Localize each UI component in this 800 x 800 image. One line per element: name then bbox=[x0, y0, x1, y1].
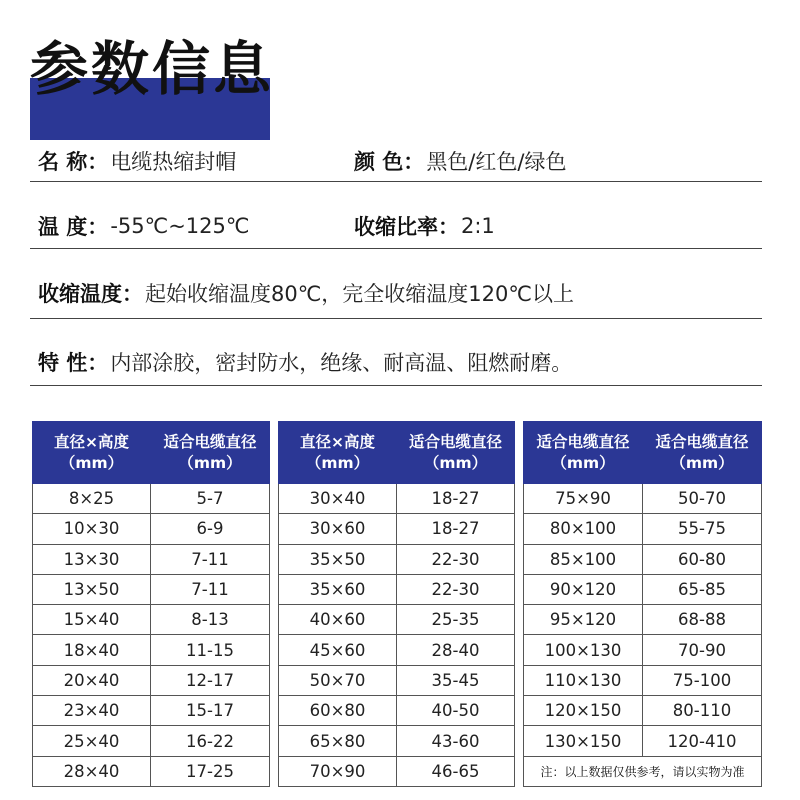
size-cell: 65×80 bbox=[279, 726, 397, 756]
size-cell: 75×90 bbox=[524, 484, 643, 514]
cable-diameter-cell: 55-75 bbox=[643, 514, 762, 544]
shrink-temp-value: 起始收缩温度80℃，完全收缩温度120℃以上 bbox=[145, 282, 574, 306]
table-row bbox=[33, 696, 270, 726]
cable-diameter-cell: 35-45 bbox=[397, 665, 515, 695]
table-header-row bbox=[279, 422, 515, 484]
size-cell: 50×70 bbox=[279, 665, 397, 695]
spec-row-name-color bbox=[38, 131, 760, 191]
size-cell: 45×60 bbox=[279, 635, 397, 665]
size-cell: 8×25 bbox=[33, 484, 151, 514]
size-cell: 35×60 bbox=[279, 574, 397, 604]
table-row bbox=[33, 574, 270, 604]
table-row bbox=[279, 484, 515, 514]
cable-diameter-cell: 15-17 bbox=[151, 696, 270, 726]
size-cell: 90×120 bbox=[524, 574, 643, 604]
cable-diameter-cell: 6-9 bbox=[151, 514, 270, 544]
size-cell: 60×80 bbox=[279, 696, 397, 726]
table-row bbox=[524, 726, 762, 756]
size-cell: 80×100 bbox=[524, 514, 643, 544]
table-row bbox=[33, 756, 270, 786]
disclaimer-note: 注：以上数据仅供参考，请以实物为准 bbox=[524, 756, 762, 786]
size-cell: 13×30 bbox=[33, 544, 151, 574]
size-cell: 15×40 bbox=[33, 605, 151, 635]
table-row bbox=[279, 756, 515, 786]
shrink-temp-label: 收缩温度： bbox=[38, 282, 143, 306]
size-cell: 120×150 bbox=[524, 696, 643, 726]
cable-diameter-cell: 46-65 bbox=[397, 756, 515, 786]
name-value: 电缆热缩封帽 bbox=[110, 150, 237, 174]
spec-row-shrink-temp bbox=[38, 263, 760, 323]
table-row bbox=[524, 605, 762, 635]
features-value: 内部涂胶，密封防水，绝缘、耐高温、阻燃耐磨。 bbox=[110, 351, 573, 375]
cable-diameter-cell: 65-85 bbox=[643, 574, 762, 604]
size-cell: 20×40 bbox=[33, 665, 151, 695]
cable-diameter-cell: 16-22 bbox=[151, 726, 270, 756]
cable-diameter-cell: 40-50 bbox=[397, 696, 515, 726]
color-value: 黑色/红色/绿色 bbox=[426, 150, 567, 174]
table-row bbox=[524, 635, 762, 665]
ratio-value: 2:1 bbox=[461, 214, 495, 238]
table-row bbox=[279, 635, 515, 665]
cable-diameter-cell: 60-80 bbox=[643, 544, 762, 574]
size-cell: 28×40 bbox=[33, 756, 151, 786]
cable-diameter-cell: 18-27 bbox=[397, 484, 515, 514]
column-header: 直径×高度 （mm） bbox=[279, 422, 397, 484]
table-row bbox=[279, 544, 515, 574]
table-row bbox=[279, 696, 515, 726]
size-cell: 10×30 bbox=[33, 514, 151, 544]
divider bbox=[30, 318, 762, 319]
temperature-value: -55℃~125℃ bbox=[110, 214, 250, 238]
divider bbox=[30, 248, 762, 249]
size-cell: 18×40 bbox=[33, 635, 151, 665]
page-title: 参数信息 bbox=[30, 35, 275, 103]
size-cell: 25×40 bbox=[33, 726, 151, 756]
size-cell: 35×50 bbox=[279, 544, 397, 574]
table-row bbox=[524, 574, 762, 604]
color-label: 颜 色： bbox=[354, 150, 425, 174]
table-row bbox=[279, 605, 515, 635]
column-header: 适合电缆直径 （mm） bbox=[524, 422, 643, 484]
cable-diameter-cell: 25-35 bbox=[397, 605, 515, 635]
cable-diameter-cell: 28-40 bbox=[397, 635, 515, 665]
cable-diameter-cell: 22-30 bbox=[397, 544, 515, 574]
cable-diameter-cell: 75-100 bbox=[643, 665, 762, 695]
table-row bbox=[279, 726, 515, 756]
table-row bbox=[33, 665, 270, 695]
table-row bbox=[524, 544, 762, 574]
size-cell: 30×60 bbox=[279, 514, 397, 544]
size-cell: 13×50 bbox=[33, 574, 151, 604]
features-label: 特 性： bbox=[38, 351, 109, 375]
table-row bbox=[524, 665, 762, 695]
table-row bbox=[33, 635, 270, 665]
cable-diameter-cell: 12-17 bbox=[151, 665, 270, 695]
size-cell: 40×60 bbox=[279, 605, 397, 635]
size-table-2 bbox=[278, 421, 515, 787]
size-cell: 30×40 bbox=[279, 484, 397, 514]
spec-row-temp-ratio bbox=[38, 196, 760, 256]
table-header-row bbox=[524, 422, 762, 484]
cable-diameter-cell: 22-30 bbox=[397, 574, 515, 604]
cable-diameter-cell: 7-11 bbox=[151, 544, 270, 574]
table-header-row bbox=[33, 422, 270, 484]
table-row bbox=[524, 514, 762, 544]
table-row bbox=[279, 574, 515, 604]
table-row bbox=[279, 514, 515, 544]
size-cell: 85×100 bbox=[524, 544, 643, 574]
column-header: 直径×高度 （mm） bbox=[33, 422, 151, 484]
table-row bbox=[33, 605, 270, 635]
spec-row-features bbox=[38, 332, 760, 392]
cable-diameter-cell: 8-13 bbox=[151, 605, 270, 635]
name-label: 名 称： bbox=[38, 150, 109, 174]
size-cell: 110×130 bbox=[524, 665, 643, 695]
column-header: 适合电缆直径 （mm） bbox=[151, 422, 270, 484]
cable-diameter-cell: 70-90 bbox=[643, 635, 762, 665]
size-cell: 100×130 bbox=[524, 635, 643, 665]
table-row bbox=[524, 756, 762, 786]
cable-diameter-cell: 18-27 bbox=[397, 514, 515, 544]
table-row bbox=[279, 665, 515, 695]
size-cell: 23×40 bbox=[33, 696, 151, 726]
cable-diameter-cell: 50-70 bbox=[643, 484, 762, 514]
table-row bbox=[33, 544, 270, 574]
size-cell: 95×120 bbox=[524, 605, 643, 635]
column-header: 适合电缆直径 （mm） bbox=[397, 422, 515, 484]
cable-diameter-cell: 17-25 bbox=[151, 756, 270, 786]
table-row bbox=[33, 726, 270, 756]
size-table-1 bbox=[32, 421, 270, 787]
table-row bbox=[524, 484, 762, 514]
divider bbox=[30, 385, 762, 386]
ratio-label: 收缩比率： bbox=[354, 215, 459, 239]
title-block bbox=[30, 30, 274, 108]
column-header: 适合电缆直径 （mm） bbox=[643, 422, 762, 484]
table-row bbox=[33, 514, 270, 544]
size-cell: 70×90 bbox=[279, 756, 397, 786]
size-table-3 bbox=[523, 421, 762, 787]
cable-diameter-cell: 80-110 bbox=[643, 696, 762, 726]
table-row bbox=[33, 484, 270, 514]
cable-diameter-cell: 120-410 bbox=[643, 726, 762, 756]
cable-diameter-cell: 68-88 bbox=[643, 605, 762, 635]
cable-diameter-cell: 7-11 bbox=[151, 574, 270, 604]
cable-diameter-cell: 5-7 bbox=[151, 484, 270, 514]
size-cell: 130×150 bbox=[524, 726, 643, 756]
temperature-label: 温 度： bbox=[38, 215, 109, 239]
divider bbox=[30, 181, 762, 182]
table-row bbox=[524, 696, 762, 726]
cable-diameter-cell: 43-60 bbox=[397, 726, 515, 756]
cable-diameter-cell: 11-15 bbox=[151, 635, 270, 665]
